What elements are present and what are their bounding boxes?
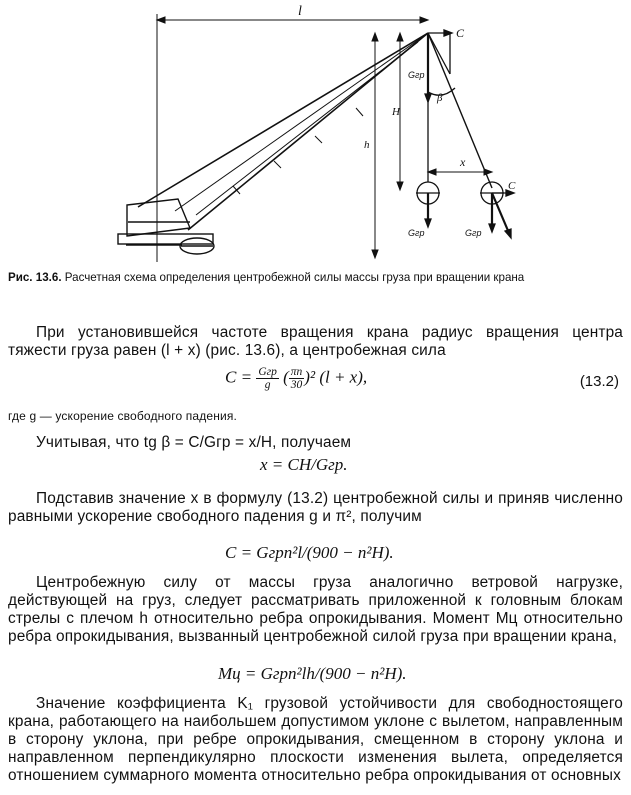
eq1-lhs: C = [225, 367, 257, 387]
label-l: l [298, 4, 302, 19]
label-beta: β [437, 92, 443, 104]
label-C-top: C [456, 26, 465, 40]
equation-M: Mц = Gгрn²lh/(900 − n²H). [218, 664, 407, 683]
eq1-fraction-1: $\frac{\text{Gгр}}{g}$ [258, 366, 277, 391]
label-Ggr-right: Gгр [465, 228, 482, 238]
equation-number: (13.2) [579, 373, 619, 390]
label-H: H [392, 106, 400, 118]
eq1-rhs: (l + x), [319, 367, 368, 387]
dimension-l [157, 14, 428, 262]
paragraph-2: где g — ускорение свободного падения. [8, 409, 237, 423]
eq1-fraction-2: $\frac{\pi n}{30}$ [290, 366, 303, 391]
dimension-x [428, 169, 492, 175]
hoist-rope [425, 33, 431, 182]
caption-text: Расчетная схема определения центробежной силы массы груза при вращении крана [64, 271, 525, 284]
label-h: h [364, 139, 370, 151]
load-vertical [416, 182, 440, 227]
label-Ggr-left: Gгр [408, 228, 425, 238]
crane-diagram [0, 0, 631, 262]
caption-number: Рис. 13.6. [8, 271, 62, 284]
boom-head [428, 30, 452, 74]
paragraph-5: Центробежную силу от массы груза аналогично ветровой нагрузке, действующей на груз, следует рассматривать приложенной к головным блокам стрелы с плечом h относительно ребра опрокидывания. Момент Mц относительно ребра опрокидывания, вызванный центробежной силой груза при вращении крана, [8, 574, 623, 645]
label-x: x [460, 155, 466, 169]
crane-boom [138, 33, 428, 230]
crane-body [118, 199, 214, 254]
paragraph-3: Учитывая, что tg β = C/Gгр = x/H, получаем [36, 434, 352, 451]
figure-caption [8, 270, 623, 285]
label-C-right: C [508, 180, 516, 192]
paragraph-1: При установившейся частоте вращения крана радиус вращения центра тяжести груза равен (l + x) (рис. 13.6), а центробежная сила [8, 324, 623, 359]
paragraph-6: Значение коэффициента K₁ грузовой устойчивости для свободностоящего крана, работающего на наибольшем допустимом уклоне с вылетом, направленным в сторону уклона, при ребре опрокидывания, смещенном в сторону уклона и направленном перпендикулярно плоскости изменения вылета, определяется отношением суммарного момента относительно ребра опрокидывания от основных [8, 695, 623, 784]
label-Ggr-top: Gгр [408, 70, 425, 80]
equation-13-2: C = $\frac{\text{Gгр}}{g}$ ( $\frac{\pi n}{30}$ )² (l + x), [225, 366, 368, 391]
equation-C: C = Gгрn²l/(900 − n²H). [225, 543, 394, 562]
paragraph-4: Подставив значение x в формулу (13.2) центробежной силы и приняв численно равными ускорение свободного падения g и π², получим [8, 490, 623, 525]
equation-x: x = CH/Gгр. [260, 455, 348, 474]
